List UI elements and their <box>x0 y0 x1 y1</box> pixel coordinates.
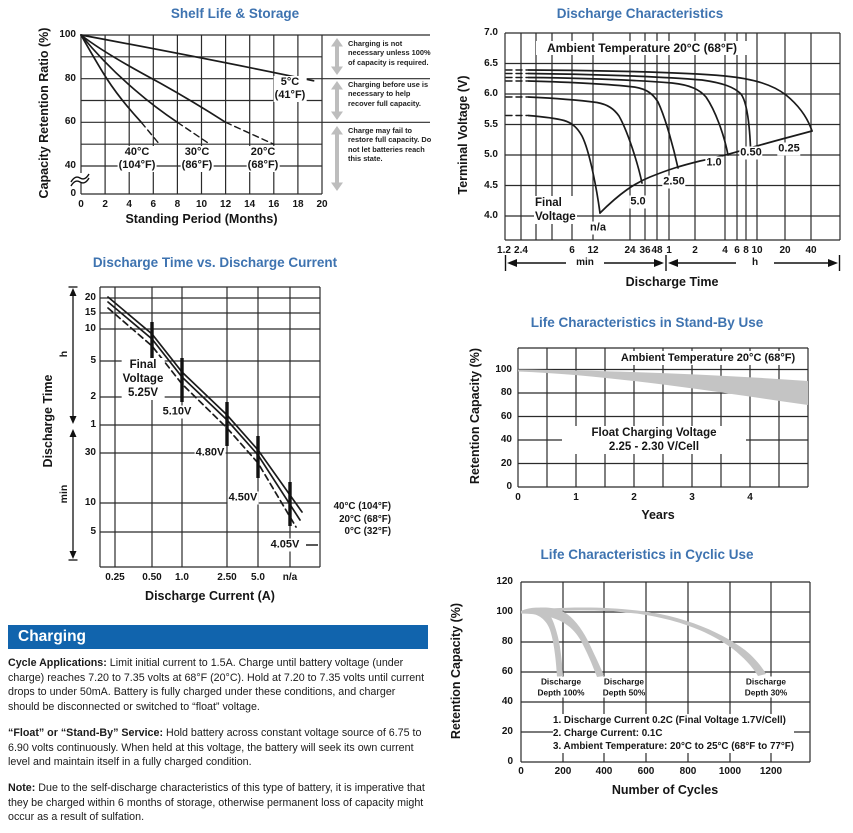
x-tick-label: 6 <box>569 245 575 256</box>
storage-note-2: Charging before use is necessary to help recover full capacity. <box>348 80 429 108</box>
cyclic-life-chart <box>440 540 853 833</box>
y-tick-label: 0 <box>507 755 513 767</box>
y-tick-label: 20 <box>500 457 512 469</box>
y-tick-label: 40 <box>500 433 512 445</box>
discharge-time-vs-current-chart <box>0 250 434 610</box>
chart-title: Discharge Time vs. Discharge Current <box>92 255 338 270</box>
y-tick-label: 6.0 <box>484 87 498 99</box>
final-voltage-label <box>534 196 577 224</box>
double-arrow-icon <box>331 38 343 75</box>
curve-label-30c <box>181 146 214 172</box>
x-tick-label: 2 <box>102 199 108 210</box>
curve-label-025: 0.25 <box>778 142 800 155</box>
curve-050 <box>528 74 751 148</box>
curve-label-line: 40°C <box>124 146 150 158</box>
x-tick-label: 200 <box>554 766 572 777</box>
final-voltage-line: Final <box>535 197 562 209</box>
y-tick-label: 0 <box>506 480 512 492</box>
x-axis-label: Number of Cycles <box>611 783 719 797</box>
x-tick-label: 40 <box>805 245 817 256</box>
y-tick-label: 5 <box>90 354 96 366</box>
ambient-temperature-label: Ambient Temperature 20°C (68°F) <box>610 351 806 365</box>
y-axis-label: Terminal Voltage (V) <box>456 75 470 195</box>
curve-label-10: 1.0 <box>706 156 722 169</box>
x-tick-label: 400 <box>595 766 613 777</box>
y-tick-label: 5 <box>90 525 96 537</box>
x-tick-label: 10 <box>195 199 208 210</box>
section-heading: Charging <box>18 628 87 645</box>
line-20c <box>108 302 300 520</box>
voltage-label-450: 4.50V <box>228 491 258 504</box>
paragraph-lead: Cycle Applications: <box>8 657 107 669</box>
y-tick-label: 0 <box>70 187 76 199</box>
discharge-characteristics-chart <box>440 0 853 300</box>
curve-label-50: 5.0 <box>630 195 646 208</box>
y-tick-label: 10 <box>84 322 96 334</box>
paragraph-body: Hold battery across constant voltage source of 6.75 to 6.90 volts continuously. When held at this voltage, the battery will seek its own current level and maintain itself in a fully charged condition. <box>8 727 422 769</box>
x-tick-label: 1.2 <box>497 245 511 256</box>
curve-label-line: (86°F) <box>181 159 213 171</box>
y-tick-label: 100 <box>495 363 512 375</box>
label-line: Voltage <box>122 373 164 385</box>
curve-label-line: (68°F) <box>247 159 279 171</box>
cyclic-x-ticks <box>440 766 853 778</box>
x-tick-label: 2.50 <box>217 572 237 583</box>
y-tick-label: 4.5 <box>484 179 498 191</box>
x-axis-label: Discharge Current (A) <box>145 589 275 603</box>
y-tick-label: 5.5 <box>484 118 498 130</box>
curve-30c-dashed <box>177 122 210 144</box>
y-tick-label: 20 <box>84 291 96 303</box>
y-tick-label: 80 <box>64 72 76 84</box>
y-tick-label: 80 <box>501 635 513 647</box>
line-0c-dashed <box>108 308 296 527</box>
note-paragraph <box>8 781 426 825</box>
x-tick-label: 2.4 <box>514 245 528 256</box>
y-tick-label: 100 <box>59 28 76 40</box>
storage-note-3: Charge may fail to restore full capacity. Do not let batteries reach this state. <box>348 126 432 163</box>
depth-label-line: Discharge <box>745 676 787 687</box>
cyclic-y-ticks <box>483 540 513 775</box>
legend-item-20c: 20°C (68°F) <box>339 513 391 525</box>
y-tick-label: 60 <box>501 665 513 677</box>
float-charging-voltage-label <box>562 426 746 454</box>
depth-label-line: Depth 30% <box>744 687 788 697</box>
x-tick-label: 800 <box>679 766 697 777</box>
y-axis-label: Retention Capacity (%) <box>449 602 463 740</box>
y-axis-label: Retention Capacity (%) <box>468 347 482 485</box>
x-tick-label: 10 <box>751 245 763 256</box>
x-tick-label: 1200 <box>759 766 783 777</box>
x-tick-label: 4 <box>722 245 728 256</box>
y-axis-label: Capacity Retention Ratio (%) <box>37 27 51 199</box>
unit-h-label: h <box>751 257 759 268</box>
float-standby-paragraph <box>8 726 426 770</box>
shelf-x-ticks <box>78 199 328 211</box>
y-tick-label: 7.0 <box>484 26 498 38</box>
x-axis-label: Discharge Time <box>625 275 719 289</box>
curve-label-line: 20°C <box>250 146 276 158</box>
voltage-label-405: 4.05V <box>270 538 300 551</box>
cycle-applications-paragraph <box>8 656 426 714</box>
y-tick-label: 40 <box>501 695 513 707</box>
x-tick-label: 4 <box>126 199 132 210</box>
x-tick-label: 1 <box>573 492 579 503</box>
discharge-x-ticks-h <box>440 245 853 257</box>
x-tick-label: 0 <box>518 766 524 777</box>
y-tick-label: 10 <box>84 496 96 508</box>
standby-life-chart <box>440 310 853 540</box>
standby-y-ticks <box>480 310 512 500</box>
cyclic-test-conditions <box>553 714 794 753</box>
paragraph-body: Due to the self-discharge characteristics of this type of battery, it is imperative that they be charged within 6 months of storage, otherwise permanent loss of capacity might occur as a result of sulfation. <box>8 782 425 824</box>
curve-label-050: 0.50 <box>740 146 762 159</box>
float-label-line: Float Charging Voltage <box>591 427 717 439</box>
final-voltage-525-label <box>122 358 165 400</box>
y-tick-label: 20 <box>501 725 513 737</box>
x-tick-label: 12 <box>220 199 232 210</box>
x-tick-label: 1000 <box>718 766 742 777</box>
y-tick-label: 60 <box>64 116 76 128</box>
x-tick-label: n/a <box>282 572 298 583</box>
y-axis-label: Discharge Time <box>41 374 55 468</box>
shelf-life-chart <box>0 0 434 240</box>
temperature-legend <box>303 501 391 539</box>
paragraph-body: Limit initial current to 1.5A. Charge until battery voltage (under charge) reaches 7.20 to 7.35 volts at 68°F (20°C). Hold at 7.20 to 7.35 volts until current drops to under 50mA. Battery is fully charged under these conditions, and charger should be disconnected or switched to “float” voltage. <box>8 657 425 713</box>
curve-40c-dashed <box>141 122 159 144</box>
x-tick-label: 36 <box>639 245 651 256</box>
unit-min-label: min <box>58 484 70 504</box>
x-tick-label: 4 <box>747 492 753 503</box>
curve-10 <box>528 78 728 156</box>
depth-label-line: Depth 50% <box>602 687 646 697</box>
legend-item-40c: 40°C (104°F) <box>333 501 391 512</box>
chart-title: Life Characteristics in Cyclic Use <box>540 547 754 562</box>
chart-title: Shelf Life & Storage <box>170 6 300 21</box>
x-tick-label: 0.50 <box>142 572 162 583</box>
discharge-y-ticks <box>470 0 498 250</box>
depth-30-label <box>745 677 787 698</box>
depth-label-line: Discharge <box>540 676 582 687</box>
dtdc-y-ticks-min <box>68 250 96 570</box>
x-tick-label: 16 <box>268 199 280 210</box>
x-tick-label: 14 <box>244 199 256 210</box>
condition-note: 1. Discharge Current 0.2C (Final Voltage 1.7V/Cell) <box>553 715 786 726</box>
unit-h-label: h <box>58 350 70 358</box>
x-tick-label: 8 <box>174 199 181 210</box>
x-tick-label: 20 <box>316 199 328 210</box>
y-tick-label: 2 <box>90 390 96 402</box>
y-tick-label: 60 <box>500 410 512 422</box>
x-tick-label: 18 <box>292 199 304 210</box>
curve-label-20c <box>247 146 280 172</box>
x-tick-label: 24 <box>624 245 636 256</box>
dtdc-plot-svg <box>0 250 434 610</box>
ambient-temperature-label: Ambient Temperature 20°C (68°F) <box>536 41 748 55</box>
x-tick-label: 48 <box>651 245 663 256</box>
dtdc-x-ticks <box>0 572 434 584</box>
depth-50-label <box>603 677 645 698</box>
x-tick-label: 0 <box>78 199 84 210</box>
legend-item-0c: 0°C (32°F) <box>344 526 391 538</box>
condition-note: 3. Ambient Temperature: 20°C to 25°C (68°F to 77°F) <box>553 741 795 752</box>
voltage-label-510: 5.10V <box>162 405 192 418</box>
condition-note: 2. Charge Current: 0.1C <box>553 728 663 739</box>
curve-label-5c <box>274 76 307 102</box>
storage-note-1: Charging is not necessary unless 100% of capacity is required. <box>348 39 431 67</box>
final-voltage-line: Voltage <box>535 211 576 223</box>
curve-label-na: n/a <box>590 221 606 234</box>
x-tick-label: 600 <box>637 766 655 777</box>
x-tick-label: 8 <box>743 245 749 256</box>
standby-x-ticks <box>440 492 853 504</box>
y-tick-label: 40 <box>64 159 76 171</box>
unit-min-label: min <box>576 257 594 268</box>
y-tick-label: 5.0 <box>484 148 498 160</box>
curve-label-40c <box>118 146 157 172</box>
curve-label-line: 30°C <box>184 146 210 158</box>
curve-label-250: 2.50 <box>663 175 685 188</box>
y-tick-label: 120 <box>496 575 513 587</box>
label-line: 5.25V <box>127 387 159 399</box>
paragraph-lead: Note: <box>8 782 36 794</box>
x-tick-label: 2 <box>692 245 698 256</box>
x-tick-label: 0 <box>515 492 521 503</box>
x-tick-label: 6 <box>734 245 740 256</box>
x-axis-label: Years <box>641 508 675 522</box>
y-tick-label: 4.0 <box>484 209 498 221</box>
depth-100-label <box>537 677 584 698</box>
curve-50 <box>528 97 642 183</box>
label-line: Final <box>129 359 157 371</box>
x-tick-label: 3 <box>689 492 695 503</box>
curve-label-line: (41°F) <box>274 89 306 101</box>
curve-label-line: (104°F) <box>118 159 156 171</box>
x-tick-label: 2 <box>631 492 637 503</box>
paragraph-lead: “Float” or “Stand-By” Service: <box>8 727 164 739</box>
double-arrow-icon <box>331 81 343 120</box>
x-tick-label: 6 <box>150 199 157 210</box>
y-tick-label: 15 <box>84 306 96 318</box>
chart-title: Discharge Characteristics <box>556 6 724 21</box>
y-tick-label: 1 <box>90 418 96 430</box>
y-tick-label: 6.5 <box>484 57 498 69</box>
x-axis-label: Standing Period (Months) <box>125 212 278 226</box>
x-tick-label: 20 <box>779 245 791 256</box>
x-tick-label: 5.0 <box>251 572 265 583</box>
x-tick-label: 0.25 <box>105 572 125 583</box>
depth-label-line: Discharge <box>603 676 645 687</box>
y-tick-label: 30 <box>84 446 96 458</box>
chart-title: Life Characteristics in Stand-By Use <box>530 315 764 330</box>
x-tick-label: 12 <box>587 245 599 256</box>
curve-label-line: 5°C <box>280 76 300 88</box>
double-arrow-icon <box>331 126 343 191</box>
depth-label-line: Depth 100% <box>537 687 585 697</box>
shelf-y-ticks <box>48 0 76 235</box>
x-tick-label: 1 <box>666 245 672 256</box>
charging-section <box>8 625 428 833</box>
x-tick-label: 1.0 <box>175 572 189 583</box>
final-voltage-markers <box>152 322 290 526</box>
y-tick-label: 80 <box>500 386 512 398</box>
voltage-label-480: 4.80V <box>195 446 225 459</box>
float-label-line: 2.25 - 2.30 V/Cell <box>608 441 700 453</box>
y-tick-label: 100 <box>496 605 513 617</box>
